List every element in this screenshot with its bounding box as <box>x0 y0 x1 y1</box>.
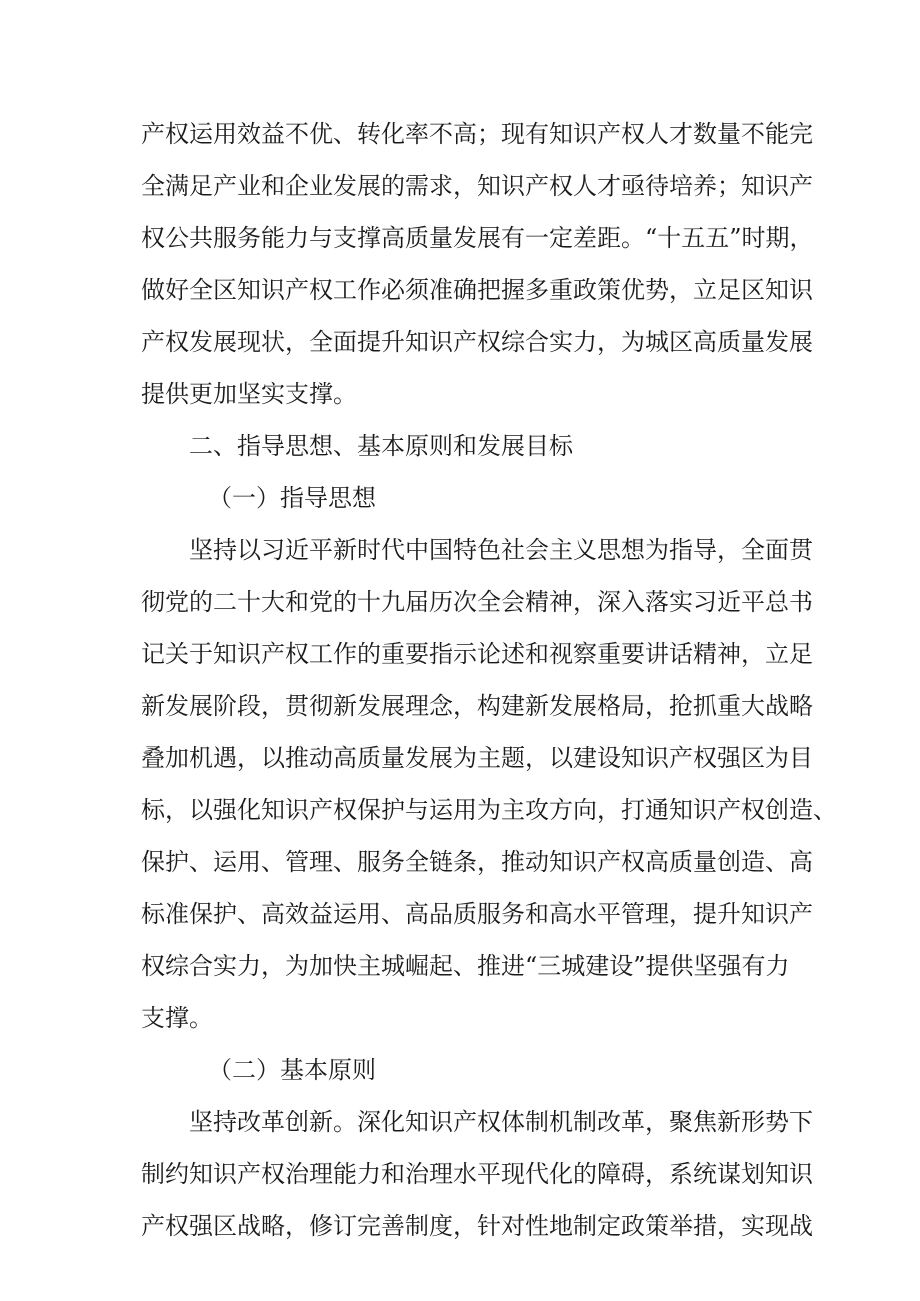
text-line: 坚持改革创新。深化知识产权体制机制改革，聚焦新形势下 <box>189 1108 813 1136</box>
text-line: 新发展阶段，贯彻新发展理念，构建新发展格局，抢抓重大战略 <box>141 692 813 720</box>
subsection-heading: （一）指导思想 <box>208 484 376 512</box>
text-line: 产权强区战略，修订完善制度，针对性地制定政策举措，实现战 <box>141 1212 813 1240</box>
text-line: 彻党的二十大和党的十九届历次全会精神，深入落实习近平总书 <box>141 588 813 616</box>
section-heading: 二、指导思想、基本原则和发展目标 <box>189 432 573 460</box>
text-line: 提供更加坚实支撑。 <box>141 380 357 408</box>
text-line: 产权发展现状，全面提升知识产权综合实力，为城区高质量发展 <box>141 328 813 356</box>
text-line: 记关于知识产权工作的重要指示论述和视察重要讲话精神，立足 <box>141 640 813 668</box>
text-line: 叠加机遇，以推动高质量发展为主题，以建设知识产权强区为目 <box>141 744 813 772</box>
text-line: 标准保护、高效益运用、高品质服务和高水平管理，提升知识产 <box>141 900 813 928</box>
text-line: 支撑。 <box>141 1004 213 1032</box>
text-line: 做好全区知识产权工作必须准确把握多重政策优势，立足区知识 <box>141 276 813 304</box>
text-line: 标，以强化知识产权保护与运用为主攻方向，打通知识产权创造、 <box>141 796 837 824</box>
text-line: 坚持以习近平新时代中国特色社会主义思想为指导，全面贯 <box>189 536 813 564</box>
text-line: 保护、运用、管理、服务全链条，推动知识产权高质量创造、高 <box>141 848 813 876</box>
subsection-heading: （二）基本原则 <box>208 1056 376 1084</box>
text-line: 权公共服务能力与支撑高质量发展有一定差距。“十五五”时期， <box>141 224 814 252</box>
text-line: 制约知识产权治理能力和治理水平现代化的障碍，系统谋划知识 <box>141 1160 813 1188</box>
text-line: 产权运用效益不优、转化率不高；现有知识产权人才数量不能完 <box>141 120 813 148</box>
text-line: 全满足产业和企业发展的需求，知识产权人才亟待培养；知识产 <box>141 172 813 200</box>
text-line: 权综合实力，为加快主城崛起、推进“三城建设”提供坚强有力 <box>141 952 790 980</box>
